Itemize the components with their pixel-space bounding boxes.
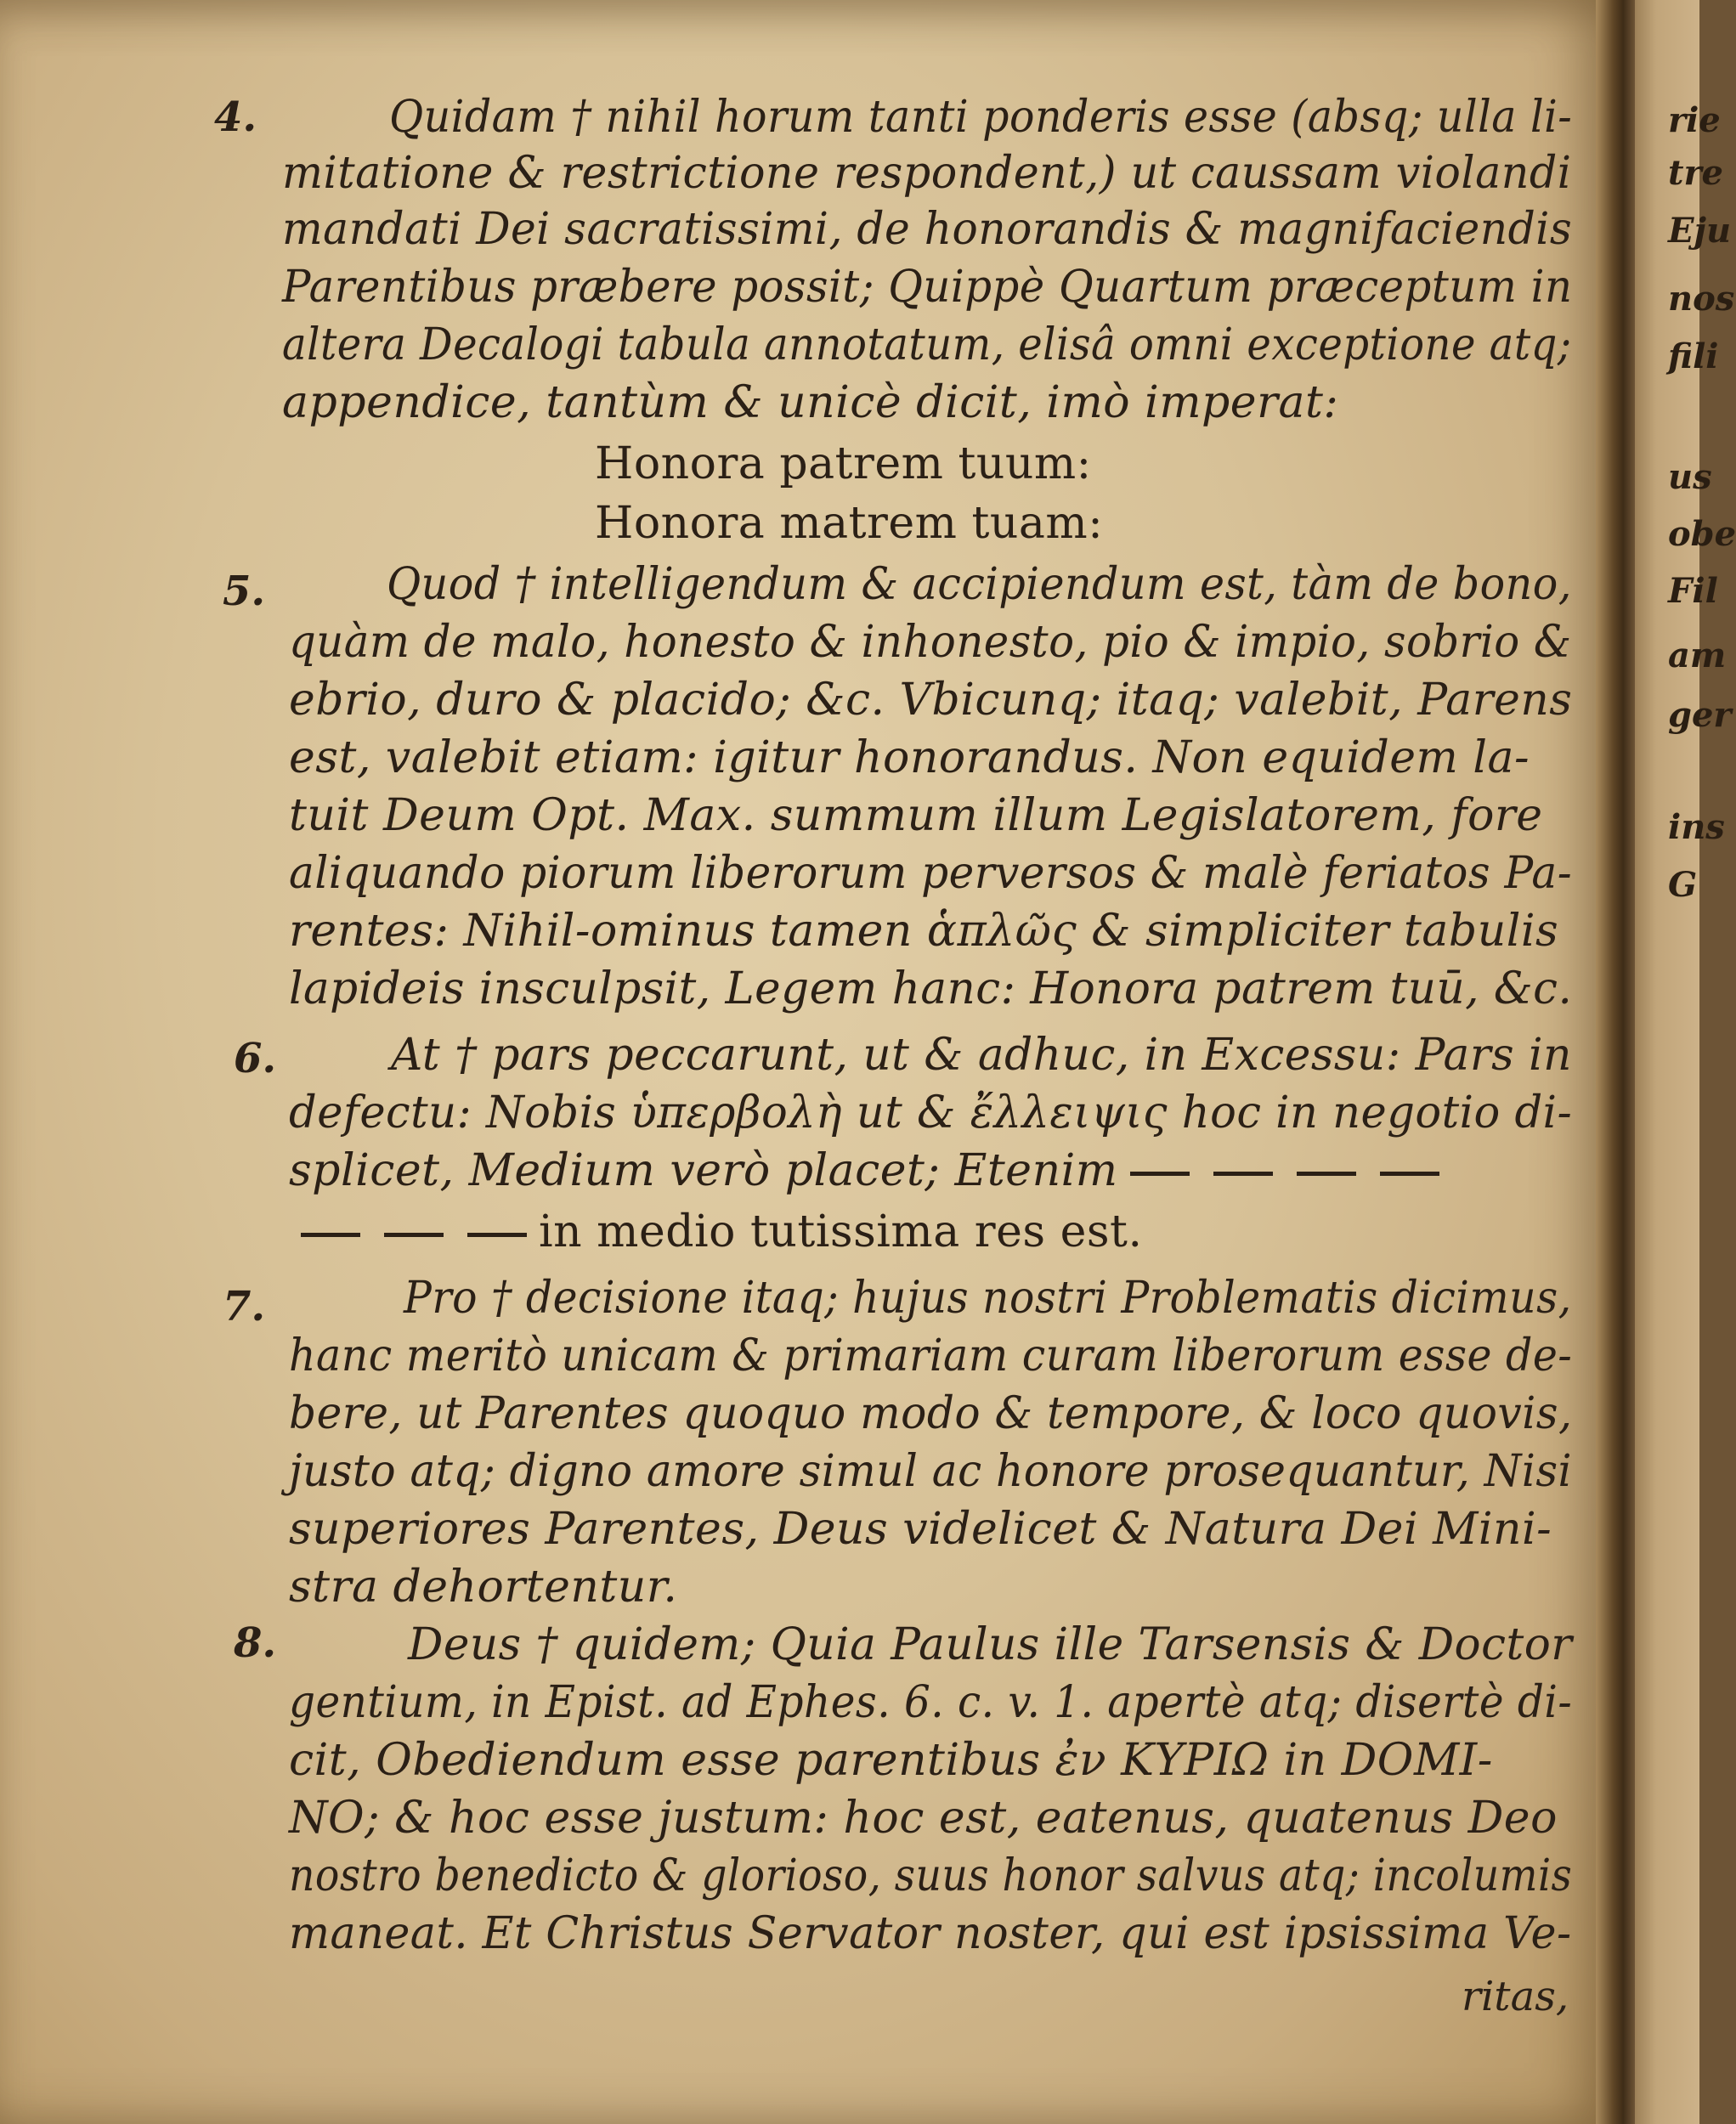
text-line: NO; & hoc esse justum: hoc est, eatenus, quatenus Deo: [289, 1793, 1558, 1844]
dash-rule: [1297, 1172, 1356, 1176]
catchword: ritas,: [1462, 1973, 1569, 2020]
text-line: tuit Deum Opt. Max. summum illum Legislatorem, fore: [289, 790, 1543, 841]
text-line: superiores Parentes, Deus videlicet & Natura Dei Mini-: [289, 1504, 1552, 1555]
text-line: appendice, tantùm & unicè dicit, imò imperat:: [282, 377, 1339, 428]
text-line: Parentibus præbere possit; Quippè Quartum præceptum in: [282, 262, 1573, 313]
facing-page-fragment: tre: [1668, 153, 1723, 193]
text-line-content: in medio tutissima res est.: [539, 1206, 1143, 1257]
paragraph-number: 7.: [223, 1283, 266, 1330]
dash-rule: [301, 1233, 360, 1237]
facing-page-fragment: rie: [1668, 100, 1721, 140]
paragraph-number: 8.: [234, 1619, 277, 1667]
facing-page-fragment: am: [1668, 636, 1727, 675]
text-line: [289, 1206, 1143, 1257]
facing-page-fragment: nos: [1668, 279, 1735, 319]
commandment-line: Honora patrem tuum:: [595, 438, 1092, 489]
dash-rule: [1213, 1172, 1273, 1176]
text-line: ebrio, duro & placido; &c. Vbicunq; itaq; valebit, Parens: [289, 675, 1573, 726]
commandment-line: Honora matrem tuam:: [595, 498, 1104, 549]
facing-page-fragment: obe: [1668, 514, 1736, 554]
paragraph-number: 4.: [214, 93, 257, 141]
text-line: maneat. Et Christus Servator noster, qui est ipsissima Ve-: [289, 1908, 1572, 1959]
facing-page-fragment: ger: [1668, 695, 1732, 735]
text-line: [289, 1145, 1451, 1196]
text-line: cit, Obediendum esse parentibus ἐν ΚΥΡΙΩ in DOMI-: [289, 1735, 1493, 1786]
text-line: lapideis insculpsit, Legem hanc: Honora patrem tuū, &c.: [289, 963, 1573, 1014]
text-line: gentium, in Epist. ad Ephes. 6. c. v. 1. apertè atq; disertè di-: [289, 1677, 1573, 1728]
facing-page-fragment: fili: [1668, 336, 1719, 376]
text-line: Quidam † nihil horum tanti ponderis esse (absq; ulla li-: [389, 92, 1573, 143]
paragraph-number: 6.: [234, 1035, 277, 1082]
text-line: est, valebit etiam: igitur honorandus. Non equidem la-: [289, 732, 1530, 783]
text-line: hanc meritò unicam & primariam curam liberorum esse de-: [289, 1330, 1573, 1381]
text-line: mitatione & restrictione respondent,) ut caussam violandi: [282, 148, 1572, 199]
dash-rule: [1130, 1172, 1190, 1176]
dash-rule: [467, 1233, 527, 1237]
facing-page-fragment: Eju: [1668, 211, 1732, 251]
text-line-content: splicet, Medium verò placet; Etenim: [289, 1145, 1118, 1196]
text-line: At † pars peccarunt, ut & adhuc, in Excessu: Pars in: [391, 1030, 1572, 1081]
text-line: defectu: Nobis ὑπερβολὴ ut & ἔλλειψις hoc in negotio di-: [289, 1087, 1573, 1138]
text-line: rentes: Nihil-ominus tamen ἁπλῶς & simpliciter tabulis: [289, 906, 1559, 957]
facing-page-fragment: ins: [1668, 807, 1725, 847]
facing-page-fragment: Fil: [1668, 571, 1718, 611]
text-line: justo atq; digno amore simul ac honore prosequantur, Nisi: [289, 1446, 1572, 1497]
facing-page-edge: [1627, 0, 1736, 2124]
text-line: Pro † decisione itaq; hujus nostri Problematis dicimus,: [404, 1273, 1572, 1324]
facing-page-fragment: us: [1668, 457, 1712, 497]
text-line: nostro benedicto & glorioso, suus honor salvus atq; incolumis: [289, 1850, 1573, 1901]
paragraph-number: 5.: [223, 568, 266, 615]
dash-rule: [384, 1233, 444, 1237]
text-line: stra dehortentur.: [289, 1562, 678, 1613]
text-line: altera Decalogi tabula annotatum, elisâ omni exceptione atq;: [282, 319, 1572, 370]
text-line: Deus † quidem; Quia Paulus ille Tarsensis & Doctor: [408, 1619, 1573, 1670]
facing-page-fragment: G: [1668, 865, 1698, 905]
dash-rule: [1380, 1172, 1439, 1176]
text-line: bere, ut Parentes quoquo modo & tempore, & loco quovis,: [289, 1388, 1573, 1439]
text-line: quàm de malo, honesto & inhonesto, pio & impio, sobrio &: [289, 617, 1572, 668]
text-line: mandati Dei sacratissimi, de honorandis & magnifaciendis: [282, 204, 1573, 255]
text-line: Quod † intelligendum & accipiendum est, tàm de bono,: [387, 559, 1572, 610]
text-line: aliquando piorum liberorum perversos & malè feriatos Pa-: [289, 848, 1573, 899]
